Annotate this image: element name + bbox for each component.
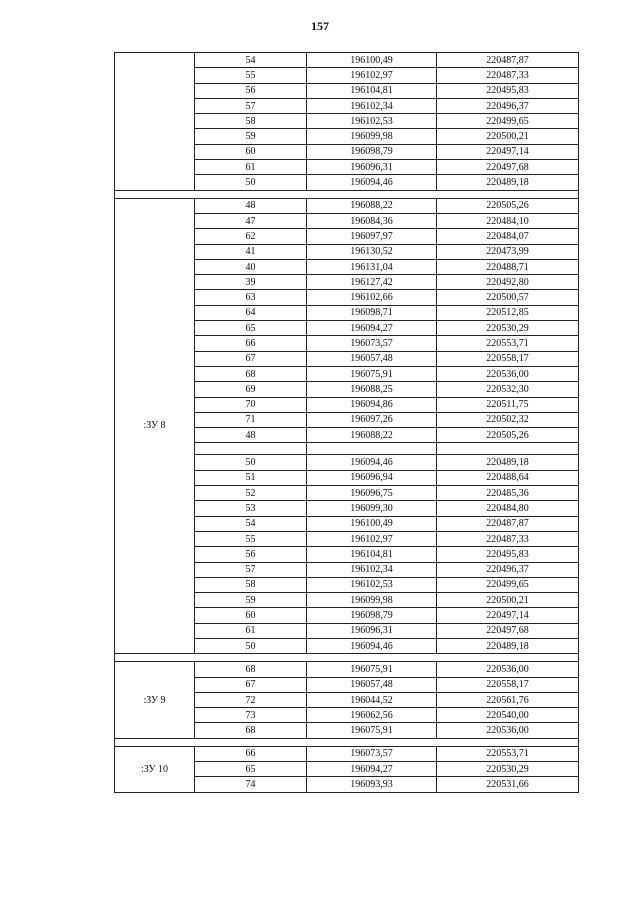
- point-number-cell: 68: [195, 366, 307, 381]
- y-coordinate-cell: 220484,10: [437, 213, 579, 228]
- x-coordinate-cell: 196096,31: [307, 160, 437, 175]
- y-coordinate-cell: 220489,18: [437, 175, 579, 190]
- x-coordinate-cell: 196131,04: [307, 259, 437, 274]
- point-number-cell: 66: [195, 336, 307, 351]
- y-coordinate-cell: 220536,00: [437, 662, 579, 677]
- point-number-cell: 47: [195, 213, 307, 228]
- y-coordinate-cell: 220505,26: [437, 198, 579, 213]
- point-number-cell: 55: [195, 531, 307, 546]
- point-number-cell: 69: [195, 382, 307, 397]
- y-coordinate-cell: 220497,14: [437, 144, 579, 159]
- y-coordinate-cell: 220540,00: [437, 708, 579, 723]
- y-coordinate-cell: 220497,14: [437, 608, 579, 623]
- y-coordinate-cell: 220553,71: [437, 746, 579, 761]
- y-coordinate-cell: 220492,80: [437, 275, 579, 290]
- x-coordinate-cell: 196057,48: [307, 677, 437, 692]
- point-number-cell: 54: [195, 53, 307, 68]
- y-coordinate-cell: 220505,26: [437, 428, 579, 443]
- table-row: [115, 198, 579, 213]
- point-number-cell: 65: [195, 762, 307, 777]
- point-number-cell: 62: [195, 229, 307, 244]
- y-coordinate-cell: 220530,29: [437, 321, 579, 336]
- x-coordinate-cell: 196102,97: [307, 531, 437, 546]
- y-coordinate-cell: 220487,33: [437, 531, 579, 546]
- point-number-cell: 52: [195, 486, 307, 501]
- y-coordinate-cell: 220532,30: [437, 382, 579, 397]
- y-coordinate-cell: 220511,75: [437, 397, 579, 412]
- point-number-cell: 51: [195, 470, 307, 485]
- x-coordinate-cell: 196104,81: [307, 547, 437, 562]
- x-coordinate-cell: 196094,86: [307, 397, 437, 412]
- x-coordinate-cell: 196102,34: [307, 98, 437, 113]
- y-coordinate-cell: 220512,85: [437, 305, 579, 320]
- point-number-cell: 71: [195, 412, 307, 427]
- page-number: 157: [311, 19, 329, 33]
- point-number-cell: 56: [195, 83, 307, 98]
- land-plot-label: :ЗУ 10: [115, 746, 195, 792]
- y-coordinate-cell: 220488,71: [437, 259, 579, 274]
- x-coordinate-cell: 196075,91: [307, 723, 437, 738]
- x-coordinate-cell: 196100,49: [307, 53, 437, 68]
- point-number-cell: 72: [195, 692, 307, 707]
- x-coordinate-cell: 196102,66: [307, 290, 437, 305]
- point-number-cell: 64: [195, 305, 307, 320]
- x-coordinate-cell: 196102,53: [307, 577, 437, 592]
- y-coordinate-cell: 220473,99: [437, 244, 579, 259]
- x-coordinate-cell: 196102,34: [307, 562, 437, 577]
- section-separator: [115, 190, 579, 198]
- y-coordinate-cell: 220531,66: [437, 777, 579, 792]
- y-coordinate-cell: 220495,83: [437, 83, 579, 98]
- point-number-cell: 39: [195, 275, 307, 290]
- x-coordinate-cell: 196062,56: [307, 708, 437, 723]
- y-coordinate-cell: 220496,37: [437, 98, 579, 113]
- table-row: [115, 662, 579, 677]
- point-number-cell: 59: [195, 593, 307, 608]
- coordinates-table-body: [115, 53, 579, 793]
- y-coordinate-cell: 220558,17: [437, 351, 579, 366]
- point-number-cell: 50: [195, 455, 307, 470]
- y-coordinate-cell: 220536,00: [437, 366, 579, 381]
- x-coordinate-cell: 196096,75: [307, 486, 437, 501]
- y-coordinate-cell: 220500,57: [437, 290, 579, 305]
- point-number-cell: 60: [195, 144, 307, 159]
- x-coordinate-cell: 196075,91: [307, 662, 437, 677]
- point-number-cell: 59: [195, 129, 307, 144]
- y-coordinate-cell: 220484,07: [437, 229, 579, 244]
- x-coordinate-cell: 196100,49: [307, 516, 437, 531]
- x-coordinate-cell: 196088,22: [307, 198, 437, 213]
- point-number-cell: 50: [195, 638, 307, 653]
- x-coordinate-cell: 196075,91: [307, 366, 437, 381]
- y-coordinate-cell: 220499,65: [437, 114, 579, 129]
- x-coordinate-cell: 196097,97: [307, 229, 437, 244]
- point-number-cell: 55: [195, 68, 307, 83]
- y-coordinate-cell: 220530,29: [437, 762, 579, 777]
- table-row: [115, 746, 579, 761]
- table-row: [115, 53, 579, 68]
- x-coordinate-cell: 196104,81: [307, 83, 437, 98]
- x-coordinate-cell: 196057,48: [307, 351, 437, 366]
- y-coordinate-cell: 220495,83: [437, 547, 579, 562]
- point-number-cell: 58: [195, 577, 307, 592]
- coordinates-table: [114, 52, 579, 793]
- separator-cell: [115, 738, 579, 746]
- point-number-cell: 50: [195, 175, 307, 190]
- y-coordinate-cell: 220553,71: [437, 336, 579, 351]
- x-coordinate-cell: 196099,98: [307, 593, 437, 608]
- point-number-cell: 66: [195, 746, 307, 761]
- y-coordinate-cell: 220497,68: [437, 623, 579, 638]
- y-coordinate-cell: [437, 443, 579, 455]
- x-coordinate-cell: 196098,79: [307, 608, 437, 623]
- point-number-cell: 41: [195, 244, 307, 259]
- y-coordinate-cell: 220487,33: [437, 68, 579, 83]
- y-coordinate-cell: 220561,76: [437, 692, 579, 707]
- y-coordinate-cell: 220485,36: [437, 486, 579, 501]
- point-number-cell: 48: [195, 428, 307, 443]
- y-coordinate-cell: 220488,64: [437, 470, 579, 485]
- x-coordinate-cell: 196099,30: [307, 501, 437, 516]
- x-coordinate-cell: 196094,46: [307, 455, 437, 470]
- point-number-cell: 68: [195, 723, 307, 738]
- y-coordinate-cell: 220487,87: [437, 516, 579, 531]
- y-coordinate-cell: 220484,80: [437, 501, 579, 516]
- y-coordinate-cell: 220500,21: [437, 593, 579, 608]
- point-number-cell: 53: [195, 501, 307, 516]
- y-coordinate-cell: 220496,37: [437, 562, 579, 577]
- x-coordinate-cell: 196098,71: [307, 305, 437, 320]
- x-coordinate-cell: 196093,93: [307, 777, 437, 792]
- point-number-cell: 67: [195, 351, 307, 366]
- land-plot-label: :ЗУ 9: [115, 662, 195, 738]
- point-number-cell: 57: [195, 98, 307, 113]
- point-number-cell: 70: [195, 397, 307, 412]
- x-coordinate-cell: 196127,42: [307, 275, 437, 290]
- point-number-cell: 60: [195, 608, 307, 623]
- x-coordinate-cell: 196044,52: [307, 692, 437, 707]
- point-number-cell: 56: [195, 547, 307, 562]
- x-coordinate-cell: 196084,36: [307, 213, 437, 228]
- point-number-cell: 73: [195, 708, 307, 723]
- land-plot-label: :ЗУ 8: [115, 198, 195, 654]
- point-number-cell: 61: [195, 160, 307, 175]
- x-coordinate-cell: 196088,25: [307, 382, 437, 397]
- land-plot-label: [115, 53, 195, 191]
- y-coordinate-cell: 220497,68: [437, 160, 579, 175]
- y-coordinate-cell: 220536,00: [437, 723, 579, 738]
- point-number-cell: 65: [195, 321, 307, 336]
- y-coordinate-cell: 220489,18: [437, 455, 579, 470]
- x-coordinate-cell: 196099,98: [307, 129, 437, 144]
- x-coordinate-cell: 196073,57: [307, 336, 437, 351]
- x-coordinate-cell: 196097,26: [307, 412, 437, 427]
- x-coordinate-cell: 196094,46: [307, 175, 437, 190]
- section-separator: [115, 654, 579, 662]
- point-number-cell: [195, 443, 307, 455]
- point-number-cell: 67: [195, 677, 307, 692]
- point-number-cell: 58: [195, 114, 307, 129]
- point-number-cell: 61: [195, 623, 307, 638]
- x-coordinate-cell: [307, 443, 437, 455]
- y-coordinate-cell: 220500,21: [437, 129, 579, 144]
- x-coordinate-cell: 196094,27: [307, 321, 437, 336]
- y-coordinate-cell: 220487,87: [437, 53, 579, 68]
- point-number-cell: 63: [195, 290, 307, 305]
- x-coordinate-cell: 196130,52: [307, 244, 437, 259]
- x-coordinate-cell: 196102,97: [307, 68, 437, 83]
- x-coordinate-cell: 196102,53: [307, 114, 437, 129]
- x-coordinate-cell: 196096,31: [307, 623, 437, 638]
- x-coordinate-cell: 196073,57: [307, 746, 437, 761]
- section-separator: [115, 738, 579, 746]
- x-coordinate-cell: 196088,22: [307, 428, 437, 443]
- y-coordinate-cell: 220489,18: [437, 638, 579, 653]
- x-coordinate-cell: 196096,94: [307, 470, 437, 485]
- y-coordinate-cell: 220502,32: [437, 412, 579, 427]
- y-coordinate-cell: 220558,17: [437, 677, 579, 692]
- x-coordinate-cell: 196094,27: [307, 762, 437, 777]
- y-coordinate-cell: 220499,65: [437, 577, 579, 592]
- point-number-cell: 40: [195, 259, 307, 274]
- point-number-cell: 48: [195, 198, 307, 213]
- x-coordinate-cell: 196098,79: [307, 144, 437, 159]
- point-number-cell: 54: [195, 516, 307, 531]
- point-number-cell: 68: [195, 662, 307, 677]
- separator-cell: [115, 190, 579, 198]
- x-coordinate-cell: 196094,46: [307, 638, 437, 653]
- separator-cell: [115, 654, 579, 662]
- point-number-cell: 57: [195, 562, 307, 577]
- point-number-cell: 74: [195, 777, 307, 792]
